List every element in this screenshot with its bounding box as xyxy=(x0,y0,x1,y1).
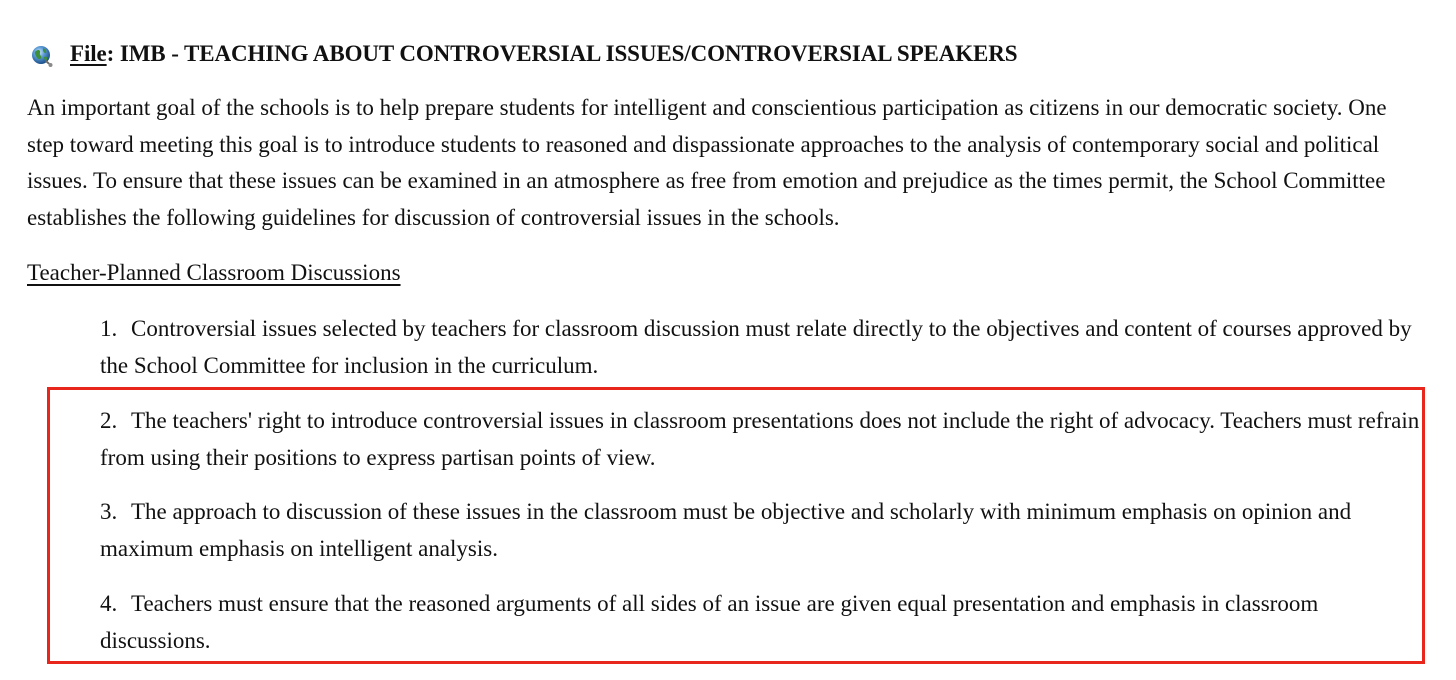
item-number: 2. xyxy=(100,408,118,433)
item-text: The teachers' right to introduce controversial issues in classroom presentations does not include the right of advocacy. Teachers must refrain from using their positions to express partisan points of view. xyxy=(100,408,1420,470)
document-title xyxy=(70,41,1018,67)
section-heading: Teacher-Planned Classroom Discussions xyxy=(27,260,401,285)
list-item xyxy=(100,494,1420,567)
item-text: Teachers must ensure that the reasoned arguments of all sides of an issue are given equal presentation and emphasis in classroom discussions. xyxy=(100,591,1319,653)
item-text: Controversial issues selected by teachers for classroom discussion must relate directly to the objectives and content of courses approved by the School Committee for inclusion in the curriculum. xyxy=(100,316,1412,378)
document-title-row xyxy=(30,38,1018,70)
list-item xyxy=(100,403,1420,476)
item-text: The approach to discussion of these issues in the classroom must be objective and scholarly with minimum emphasis on opinion and maximum emphasis on intelligent analysis. xyxy=(100,499,1352,561)
item-number: 1. xyxy=(100,316,118,341)
globe-icon xyxy=(30,44,54,68)
item-number: 4. xyxy=(100,591,118,616)
list-item xyxy=(100,586,1420,659)
file-link[interactable]: File xyxy=(70,41,107,66)
list-item xyxy=(100,311,1420,384)
item-number: 3. xyxy=(100,499,118,524)
intro-paragraph: An important goal of the schools is to help prepare students for intelligent and conscientious participation as citizens in our democratic society. One step toward meeting this goal is to introduce students to reasoned and dispassionate approaches to the analysis of contemporary social and political issues. To ensure that these issues can be examined in an atmosphere as free from emotion and prejudice as the times permit, the School Committee establishes the following guidelines for discussion of controversial issues in the schools. xyxy=(27,95,1387,230)
title-text: : IMB - TEACHING ABOUT CONTROVERSIAL ISSUES/CONTROVERSIAL SPEAKERS xyxy=(106,41,1018,66)
